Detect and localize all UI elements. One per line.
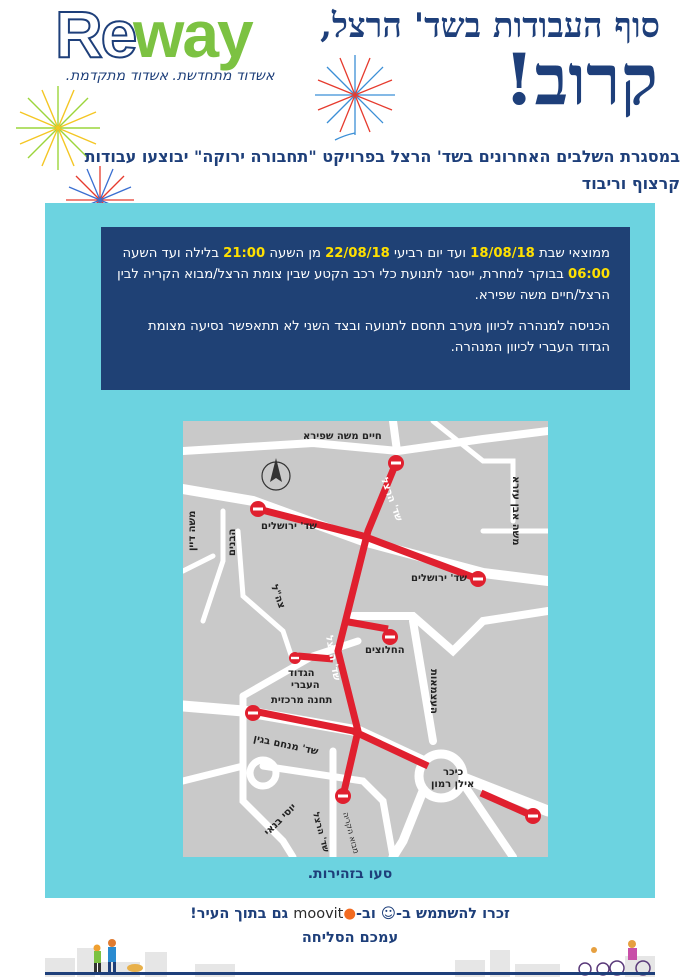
headline-line1: סוף העבודות בשד' הרצל,	[320, 6, 660, 46]
label-mevo-hakirya: מבוא הקריה	[341, 811, 361, 855]
closure-notice	[101, 227, 630, 390]
label-herzl-mid: שד' הרצל	[323, 634, 342, 682]
label-moshe-even-ezra: משה אבן עזרא	[510, 476, 521, 546]
firework-blue-icon	[315, 55, 395, 140]
waze-icon: ☺	[380, 906, 397, 922]
label-gdud-ivri-1: הגדוד	[288, 668, 315, 679]
label-halutzim: החלוצים	[365, 645, 405, 656]
no-entry-icon	[289, 652, 301, 664]
label-jerusalem-right: שד' ירושלים	[411, 573, 467, 584]
moovit-pin-icon: ●	[343, 906, 357, 922]
label-haim-moshe-shapira: חיים משה שפירא	[303, 431, 382, 442]
label-gdud-ivri-2: העברי	[291, 680, 320, 691]
start-date: 18/08/18	[470, 246, 535, 261]
label-kikar-2: אילן רמון	[431, 779, 475, 790]
no-entry-icon	[388, 455, 404, 471]
no-entry-icon	[245, 705, 261, 721]
closure-map	[183, 421, 548, 857]
headline-line2: קרוב!	[503, 38, 658, 121]
moovit-logo-text: moovit	[293, 906, 344, 922]
logo-way-text: way	[133, 0, 252, 71]
label-yossi-banai: יוסי בנאי	[262, 801, 299, 839]
no-entry-icon	[470, 571, 486, 587]
map-drawing	[183, 421, 548, 857]
start-time: 21:00	[223, 246, 266, 261]
end-time: 06:00	[568, 267, 610, 282]
label-herzl-top: שד' הרצל	[378, 476, 405, 523]
label-kikar-1: כיכר	[443, 767, 464, 778]
bottom-rule	[45, 972, 655, 975]
footer-apology: עמכם הסליחה	[301, 930, 399, 946]
closed-halutzim-road	[343, 621, 388, 629]
label-central-station: תחנה מרכזית	[271, 695, 333, 706]
label-habanim: הבנים	[227, 528, 238, 556]
subheadline: במסגרת השלבים האחרונים בשד' הרצל בפרויקט "תחבורה ירוקה" יבוצעו עבודות קרצוף וריבוד	[84, 147, 680, 193]
end-date: 22/08/18	[325, 246, 390, 261]
no-entry-icon	[335, 788, 351, 804]
notice-paragraph-2: הכניסה למנהרה לכיוון מערב תחסם לתנועה ובצד השני לא תתאפשר נסיעה מצומת הגדוד העברי לכיוון המנהרה.	[147, 319, 610, 355]
notice-paragraph-1: ממוצאי שבת 18/08/18 ועד יום רביעי 22/08/18 מן השעה 21:00 בלילה ועד השעה 06:00 בבוקר למחרת, ייסגר לתנועת כלי רכב הקטע שבין צומת הרצל/מבוא הקריה לבין הרצל/חיים משה שפירא.	[117, 246, 610, 303]
label-tzahal: צה"ל	[268, 583, 287, 611]
footer-reminder: זכרו להשתמש ב-☺ וב-●moovit גם בתוך העיר!	[190, 906, 510, 922]
label-menachem-begin: שד' מנחם בגין	[252, 733, 320, 758]
label-atzmaut: העצמאות	[428, 669, 439, 714]
no-entry-icon	[382, 629, 398, 645]
label-moshe-dayan: משה דיין	[187, 510, 198, 551]
streets	[183, 421, 548, 857]
north-compass-icon	[262, 458, 290, 490]
no-entry-icon	[525, 808, 541, 824]
drive-carefully-text: סעו בזהירות.	[307, 866, 393, 882]
no-entry-icon	[250, 501, 266, 517]
label-jerusalem-left: שד' ירושלים	[261, 521, 317, 532]
tagline: אשדוד מתחדשת. אשדוד מתקדמת.	[65, 68, 275, 84]
logo-re-text: Re	[55, 0, 136, 71]
label-herzl-bottom: שד' הרצל	[310, 811, 331, 854]
